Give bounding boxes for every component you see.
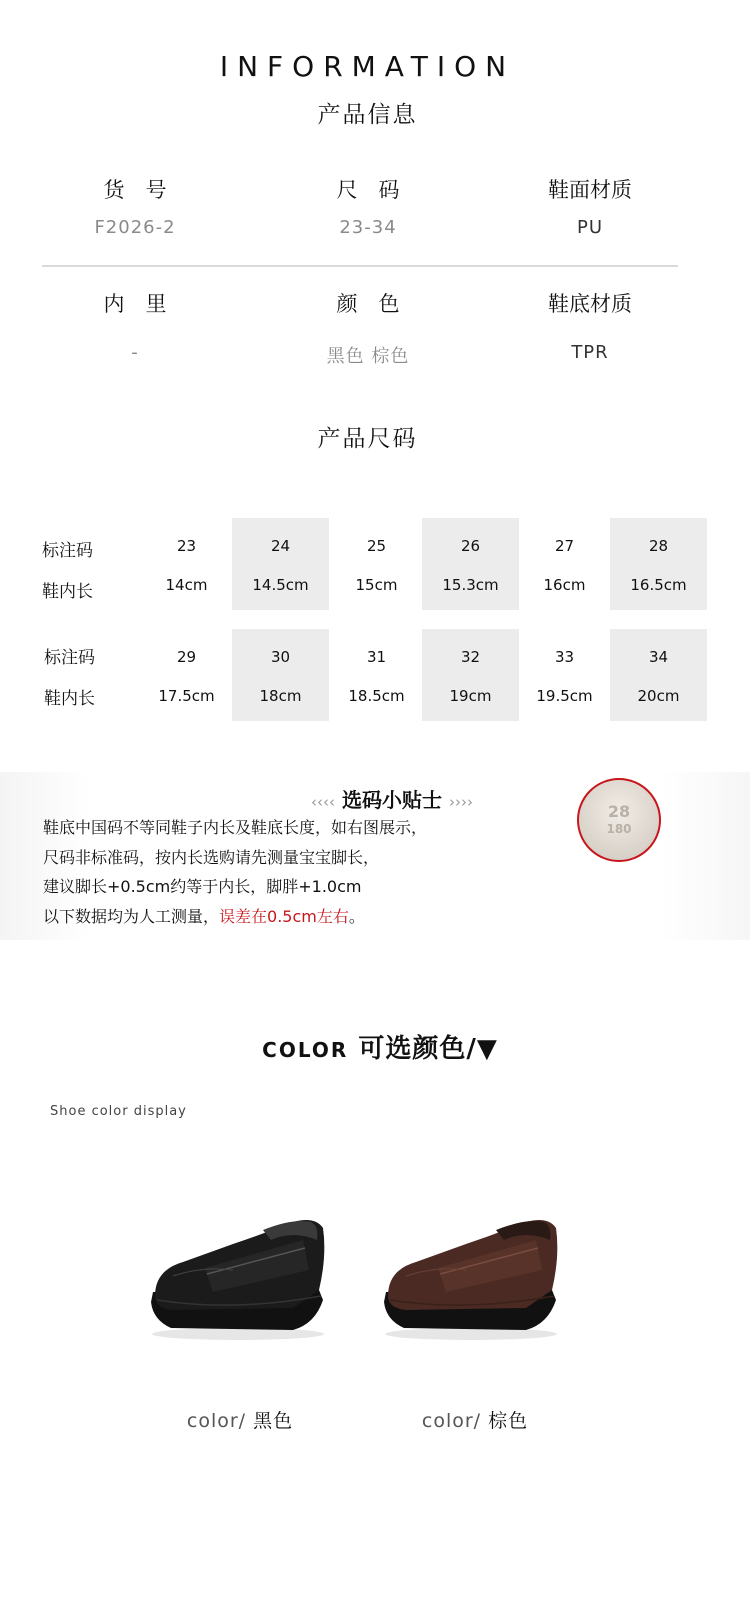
size-number: 29	[176, 648, 197, 666]
size-number: 33	[554, 648, 575, 666]
inner-length: 19cm	[449, 687, 492, 705]
spec-label-upper-material: 鞋面材质	[548, 178, 632, 202]
sole-size-stamp	[577, 778, 661, 862]
inner-length: 16cm	[543, 576, 586, 594]
tips-arrow-right-icon: ››››	[448, 793, 473, 811]
down-triangle-icon: ▼	[476, 1034, 498, 1064]
tip-error-note: 误差在0.5cm左右	[219, 907, 349, 926]
spec-value-sole-material: TPR	[571, 342, 609, 363]
row1-size-label: 标注码	[42, 541, 93, 561]
size-cell-32	[422, 629, 519, 721]
row1-length-label: 鞋内长	[42, 582, 93, 602]
color-section-title	[0, 1028, 750, 1065]
tip-line-4	[43, 904, 365, 927]
size-number: 31	[366, 648, 387, 666]
size-cell-26	[422, 518, 519, 610]
row2-size-label: 标注码	[44, 648, 95, 668]
size-number: 28	[648, 537, 669, 555]
information-title: INFORMATION	[219, 50, 516, 83]
size-number: 27	[554, 537, 575, 555]
inner-length: 20cm	[637, 687, 680, 705]
black-loafer-image	[143, 1200, 333, 1350]
tip-line-4-suffix: 。	[348, 907, 365, 926]
size-number: 24	[270, 537, 291, 555]
spec-label-lining: 内 里	[103, 292, 167, 316]
color-title-cn: 可选颜色/	[358, 1034, 477, 1064]
spec-value-item-no: F2026-2	[94, 217, 176, 238]
size-cell-29	[138, 629, 235, 721]
color-caption-name: 黑色	[253, 1410, 294, 1432]
tip-line-3: 建议脚长+0.5cm约等于内长，脚胖+1.0cm	[43, 877, 362, 896]
spec-label-color: 颜 色	[336, 292, 400, 316]
tip-line-4-prefix: 以下数据均为人工测量，	[43, 907, 220, 926]
tips-title	[276, 784, 508, 813]
tips-arrow-left-icon: ‹‹‹‹	[311, 793, 336, 811]
spec-divider	[42, 265, 678, 267]
size-cell-24	[232, 518, 329, 610]
color-caption-brown	[375, 1406, 575, 1433]
size-number: 26	[460, 537, 481, 555]
size-cell-30	[232, 629, 329, 721]
spec-label-sole-material: 鞋底材质	[548, 292, 632, 316]
sole-size-number: 28	[607, 802, 631, 821]
inner-length: 16.5cm	[630, 576, 687, 594]
size-number: 30	[270, 648, 291, 666]
size-number: 23	[176, 537, 197, 555]
spec-value-size: 23-34	[339, 217, 397, 238]
spec-value-upper-material: PU	[576, 217, 604, 238]
inner-length: 15.3cm	[442, 576, 499, 594]
inner-length: 18cm	[259, 687, 302, 705]
size-cell-33	[516, 629, 613, 721]
size-number: 34	[648, 648, 669, 666]
inner-length: 17.5cm	[158, 687, 215, 705]
size-cell-25	[328, 518, 425, 610]
spec-label-size: 尺 码	[336, 178, 400, 202]
color-caption-name: 棕色	[488, 1410, 529, 1432]
size-cell-34	[610, 629, 707, 721]
spec-value-lining: -	[131, 342, 139, 363]
row2-length-label: 鞋内长	[44, 689, 95, 709]
spec-label-item-no: 货 号	[103, 178, 167, 202]
tip-line-1: 鞋底中国码不等同鞋子内长及鞋底长度，如右图展示，	[43, 818, 428, 837]
information-subtitle: 产品信息	[317, 102, 418, 128]
size-cell-23	[138, 518, 235, 610]
brown-loafer-image	[376, 1200, 566, 1350]
inner-length: 18.5cm	[348, 687, 405, 705]
color-caption-prefix: color/	[421, 1410, 482, 1432]
sole-size-mark: 180	[606, 822, 632, 836]
size-cell-31	[328, 629, 425, 721]
inner-length: 19.5cm	[536, 687, 593, 705]
size-number: 25	[366, 537, 387, 555]
inner-length: 15cm	[355, 576, 398, 594]
tip-line-2: 尺码非标准码，按内长选购请先测量宝宝脚长，	[43, 848, 380, 867]
inner-length: 14cm	[165, 576, 208, 594]
inner-length: 14.5cm	[252, 576, 309, 594]
color-title-en: COLOR	[262, 1038, 349, 1062]
size-cell-27	[516, 518, 613, 610]
size-table-title: 产品尺码	[317, 426, 418, 452]
color-caption-black	[140, 1406, 340, 1433]
shoe-color-display-label: Shoe color display	[50, 1104, 187, 1119]
size-cell-28	[610, 518, 707, 610]
tips-title-text: 选码小贴士	[342, 788, 442, 812]
color-caption-prefix: color/	[186, 1410, 247, 1432]
spec-value-color: 黑色 棕色	[326, 346, 410, 367]
size-number: 32	[460, 648, 481, 666]
